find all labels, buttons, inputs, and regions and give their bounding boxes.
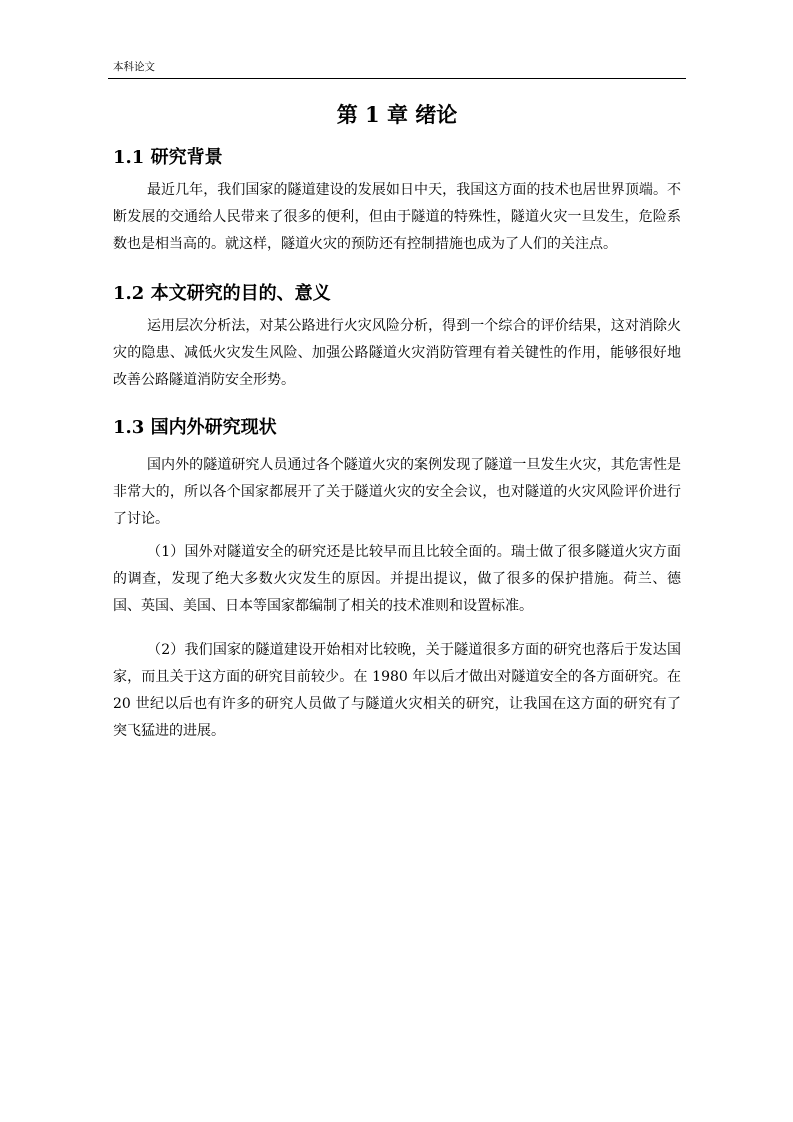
header-rule (108, 78, 686, 79)
section-heading-1-2: 1.2 本文研究的目的、意义 (113, 283, 331, 304)
chapter-title: 第 1 章 绪论 (336, 102, 458, 127)
paragraph-status-domestic: （2）我们国家的隧道建设开始相对比较晚，关于隧道很多方面的研究也落后于发达国家，而且关于这方面的研究目前较少。在 1980 年以后才做出对隧道安全的各方面研究。在 20 世纪以后也有许多的研究人员做了与隧道火灾相关的研究，让我国在这方面的研究有了突飞猛进的进展。 (113, 642, 681, 739)
section-heading-1-1: 1.1 研究背景 (113, 147, 223, 168)
paragraph-purpose: 运用层次分析法，对某公路进行火灾风险分析，得到一个综合的评价结果，这对消除火灾的隐患、减低火灾发生风险、加强公路隧道火灾消防管理有着关键性的作用，能够很好地改善公路隧道消防安全形势。 (113, 318, 681, 388)
running-header: 本科论文 (113, 61, 155, 73)
paragraph-status-foreign: （1）国外对隧道安全的研究还是比较早而且比较全面的。瑞士做了很多隧道火灾方面的调查，发现了绝大多数火灾发生的原因。并提出提议，做了很多的保护措施。荷兰、德国、英国、美国、日本等国家都编制了相关的技术准则和设置标准。 (113, 544, 681, 614)
section-heading-1-3: 1.3 国内外研究现状 (113, 417, 277, 438)
paragraph-background: 最近几年，我们国家的隧道建设的发展如日中天，我国这方面的技术也居世界顶端。不断发展的交通给人民带来了很多的便利，但由于隧道的特殊性，隧道火灾一旦发生，危险系数也是相当高的。就这样，隧道火灾的预防还有控制措施也成为了人们的关注点。 (113, 182, 681, 252)
paragraph-status-intro: 国内外的隧道研究人员通过各个隧道火灾的案例发现了隧道一旦发生火灾，其危害性是非常大的，所以各个国家都展开了关于隧道火灾的安全会议，也对隧道的火灾风险评价进行了讨论。 (113, 457, 681, 527)
